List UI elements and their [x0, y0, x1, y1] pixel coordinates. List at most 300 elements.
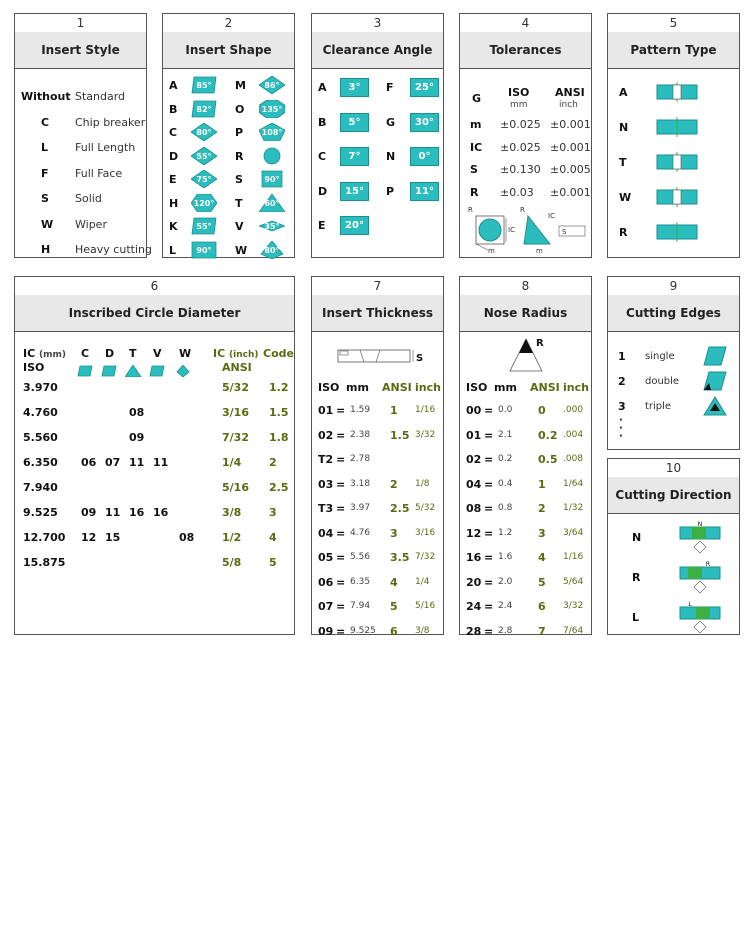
panel-cutting-direction: [607, 458, 740, 635]
row-iso: 28: [466, 624, 482, 638]
clearance-code: G: [386, 115, 396, 129]
panel-number: 6: [15, 277, 294, 296]
pattern-code: W: [619, 191, 632, 204]
tol-ansi-header: ANSI: [555, 86, 585, 99]
equals-sign: =: [336, 404, 346, 417]
ic-shape-size: 09: [129, 431, 145, 444]
clearance-code: P: [386, 184, 395, 198]
panel-number: 5: [608, 14, 739, 33]
equals-sign: =: [484, 624, 494, 638]
row-inch: 1/16: [563, 552, 584, 562]
nose-radius-diagram: [506, 335, 556, 375]
svg-text:90°: 90°: [264, 175, 280, 184]
shape-parallelogram-icon: [191, 100, 217, 122]
row-mm: 2.4: [498, 601, 513, 611]
clearance-code: C: [318, 150, 327, 163]
row-inch: 5/32: [415, 503, 436, 513]
shape-code: T: [235, 196, 243, 210]
panel-insert-style: [14, 13, 152, 258]
shape-code: E: [169, 173, 177, 186]
clearance-code: N: [386, 150, 396, 163]
tol-code: m: [470, 118, 482, 131]
col-header: inch: [563, 381, 589, 394]
equals-sign: =: [484, 526, 494, 540]
ic-mm-value: 15.875: [23, 556, 66, 569]
clearance-angle-box: 30°: [410, 113, 439, 132]
col-header: inch: [415, 381, 441, 394]
ic-code-value: 2.5: [269, 481, 289, 494]
row-ansi: 1: [390, 404, 398, 417]
direction-code: L: [632, 611, 640, 624]
ic-shape-c-icon: [77, 362, 93, 381]
col-header: mm: [494, 381, 517, 394]
ic-mm-value: 6.350: [23, 456, 58, 469]
ic-code-header: Code: [263, 347, 294, 360]
ic-shape-d-icon: [101, 362, 117, 381]
ic-code-value: 5: [269, 556, 277, 569]
row-mm: 2.1: [498, 429, 513, 440]
panel-number: 8: [460, 277, 591, 296]
panel-title: Insert Style: [15, 32, 146, 69]
equals-sign: =: [336, 502, 346, 515]
row-inch: 3/32: [563, 601, 584, 611]
row-iso: 02: [466, 453, 482, 466]
row-mm: 1.2: [498, 527, 513, 538]
panel-title: Clearance Angle: [312, 32, 443, 69]
row-inch: 7/64: [563, 625, 584, 636]
shape-code: A: [169, 79, 178, 92]
row-mm: 0.4: [498, 478, 513, 489]
row-inch: 3/16: [415, 527, 436, 538]
style-label: Solid: [75, 192, 102, 205]
svg-text:85°: 85°: [196, 81, 212, 90]
style-code: W: [41, 217, 54, 231]
ic-shape-size: 06: [81, 456, 97, 469]
style-code: S: [41, 192, 49, 205]
ic-shape-size: 16: [153, 506, 169, 519]
row-ansi: 6: [538, 600, 546, 613]
equals-sign: =: [484, 551, 494, 564]
panel-number: 2: [163, 14, 294, 33]
ic-mm-value: 9.525: [23, 506, 58, 519]
tol-iso-value: ±0.025: [500, 140, 541, 154]
row-iso: 24: [466, 600, 482, 613]
thickness-diagram: [336, 347, 426, 367]
tol-code: S: [470, 163, 478, 176]
ic-shape-col-header: D: [105, 347, 115, 360]
style-label: Chip breaker: [75, 115, 146, 129]
row-ansi: 3.5: [390, 551, 410, 564]
ic-shape-size: 08: [179, 531, 195, 544]
row-inch: 3/64: [563, 527, 584, 538]
pattern-n-icon: [656, 117, 698, 141]
shape-code: R: [235, 149, 244, 163]
shape-code: C: [169, 126, 178, 139]
panel-pattern-type: [607, 13, 740, 258]
equals-sign: =: [484, 404, 494, 417]
clearance-angle-box: 15°: [340, 182, 369, 201]
row-iso: 08: [466, 502, 482, 515]
row-mm: 2.8: [498, 625, 513, 636]
equals-sign: =: [336, 453, 346, 466]
panel-number: 10: [608, 459, 739, 478]
ic-shape-t-icon: [125, 362, 141, 381]
tol-diagram-s: S: [562, 228, 567, 236]
row-mm: 4.76: [350, 527, 371, 538]
shape-hexagon-icon: [191, 194, 217, 216]
tol-ansi-value: ±0.001: [550, 185, 591, 199]
shape-circle-icon: [259, 147, 285, 169]
tol-code: R: [470, 185, 479, 199]
ic-inch-value: 1/4: [222, 456, 242, 469]
ic-inch-header: IC (inch): [213, 347, 259, 360]
edges-double-icon: [703, 371, 727, 395]
clearance-angle-box: 3°: [340, 78, 369, 97]
row-ansi: 5: [390, 600, 398, 613]
row-iso: T3: [318, 502, 334, 515]
edges-code: 2: [618, 375, 626, 388]
row-iso: 20: [466, 575, 482, 589]
ic-code-value: 2: [269, 456, 277, 469]
row-iso: T2: [318, 453, 334, 466]
row-ansi: 1: [538, 477, 546, 491]
panel-title: Insert Shape: [163, 32, 294, 69]
style-code: H: [41, 243, 51, 256]
style-label: Standard: [75, 90, 126, 103]
svg-text:108°: 108°: [261, 128, 283, 137]
shape-triangle-icon: [259, 194, 285, 216]
shape-rhombus-icon: [259, 76, 285, 98]
ic-shape-col-header: V: [153, 347, 162, 360]
row-inch: 5/64: [563, 576, 584, 587]
row-ansi: 3: [538, 526, 546, 540]
col-header: ANSI: [382, 381, 412, 394]
equals-sign: =: [336, 428, 346, 442]
ic-inch-value: 5/32: [222, 381, 249, 394]
row-inch: 5/16: [415, 601, 436, 611]
clearance-angle-box: 7°: [340, 147, 369, 166]
shape-code: M: [235, 79, 246, 92]
row-ansi: 0: [538, 404, 546, 417]
svg-text:135°: 135°: [261, 104, 283, 114]
row-mm: 5.56: [350, 552, 371, 562]
shape-rhombus-icon: [191, 123, 217, 145]
panel-clearance-angle: [311, 13, 444, 258]
row-mm: 0.8: [498, 503, 513, 513]
style-code: C: [41, 115, 50, 129]
style-code: Without: [21, 90, 71, 103]
ic-ansi-header: ANSI: [222, 361, 252, 374]
panel-title: Cutting Edges: [608, 295, 739, 332]
svg-text:35°: 35°: [264, 222, 280, 231]
row-iso: 09: [318, 624, 334, 638]
direction-code: N: [632, 531, 642, 544]
row-inch: 1/64: [563, 478, 584, 489]
ic-inch-value: 5/16: [222, 481, 249, 494]
direction-code: R: [632, 571, 641, 584]
panel-insert-thickness: [311, 276, 444, 638]
shape-square-icon: [259, 170, 285, 192]
style-code: F: [41, 166, 49, 180]
shape-code: W: [235, 243, 248, 257]
panel-inscribed-circle: [14, 276, 295, 635]
equals-sign: =: [336, 477, 346, 491]
row-ansi: 6: [390, 624, 398, 638]
ic-shape-col-header: C: [81, 347, 90, 360]
panel-title: Cutting Direction: [608, 477, 739, 514]
panel-title: Tolerances: [460, 32, 591, 69]
shape-code: H: [169, 196, 179, 210]
panel-tolerances: [459, 13, 592, 258]
row-ansi: 2: [538, 502, 546, 515]
ic-shape-w-icon: [175, 362, 191, 381]
tol-ansi-value: ±0.005: [550, 163, 591, 176]
equals-sign: =: [484, 453, 494, 466]
row-mm: 3.97: [350, 503, 371, 513]
row-mm: 0.0: [498, 405, 513, 415]
row-ansi: 0.2: [538, 428, 558, 442]
row-inch: .008: [563, 454, 584, 464]
row-ansi: 4: [390, 575, 398, 589]
row-inch: 7/32: [415, 552, 436, 562]
shape-rectangle-icon: [191, 241, 217, 263]
row-mm: 1.6: [498, 552, 513, 562]
row-mm: 3.18: [350, 478, 371, 489]
tol-ansi-value: ±0.001: [550, 140, 591, 154]
ic-mm-value: 7.940: [23, 481, 58, 494]
equals-sign: =: [484, 477, 494, 491]
panel-title: Nose Radius: [460, 295, 591, 332]
ic-code-value: 4: [269, 531, 277, 544]
ic-shape-size: 11: [129, 456, 145, 469]
row-mm: 1.59: [350, 405, 371, 415]
svg-text:IC: IC: [548, 212, 555, 220]
tolerance-diagram: [466, 204, 590, 254]
svg-text:60°: 60°: [264, 198, 280, 208]
ic-mm-value: 4.760: [23, 406, 58, 419]
row-iso: 01: [466, 428, 482, 442]
style-label: Full Face: [75, 166, 123, 180]
equals-sign: =: [336, 624, 346, 638]
tol-iso-value: ±0.025: [500, 118, 541, 131]
shape-rhombus-flat-icon: [259, 217, 285, 239]
clearance-code: D: [318, 184, 328, 198]
tol-code: IC: [470, 140, 483, 154]
pattern-t-icon: [656, 152, 698, 176]
row-ansi: 3: [390, 526, 398, 540]
row-mm: 0.2: [498, 454, 513, 464]
svg-text:120°: 120°: [193, 198, 215, 208]
more-dots: · · ·: [619, 415, 623, 442]
nose-r-label: R: [536, 338, 544, 349]
pattern-r-icon: [656, 222, 698, 246]
row-ansi: 7: [538, 624, 546, 638]
ic-shape-size: 15: [105, 531, 121, 544]
pattern-code: T: [619, 156, 627, 169]
row-inch: .000: [563, 405, 584, 415]
edges-label: double: [645, 376, 680, 387]
equals-sign: =: [336, 526, 346, 540]
row-iso: 05: [318, 551, 334, 564]
row-iso: 16: [466, 551, 482, 564]
ic-code-value: 1.8: [269, 431, 289, 444]
ic-inch-value: 3/8: [222, 506, 242, 519]
row-iso: 12: [466, 526, 482, 540]
ic-shape-size: 12: [81, 531, 97, 544]
clearance-code: B: [318, 115, 327, 129]
panel-number: 1: [15, 14, 146, 33]
ic-iso-header: ISO: [23, 361, 45, 374]
panel-number: 9: [608, 277, 739, 296]
cutting-direction-n-icon: [678, 521, 722, 559]
shape-pentagon-icon: [259, 123, 285, 145]
shape-code: P: [235, 126, 244, 139]
clearance-code: A: [318, 81, 327, 94]
ic-shape-col-header: W: [179, 347, 192, 360]
panel-nose-radius: [459, 276, 592, 638]
clearance-angle-box: 11°: [410, 182, 439, 201]
panel-number: 4: [460, 14, 591, 33]
shape-parallelogram-icon: [191, 76, 217, 98]
edges-label: triple: [645, 401, 672, 412]
ic-inch-value: 7/32: [222, 431, 249, 444]
panel-insert-shape: [162, 13, 295, 258]
clearance-angle-box: 25°: [410, 78, 439, 97]
row-inch: 1/4: [415, 576, 430, 587]
pattern-code: N: [619, 121, 629, 134]
equals-sign: =: [484, 502, 494, 515]
panel-title: Pattern Type: [608, 32, 739, 69]
tol-iso-header: ISO: [508, 86, 530, 99]
svg-text:86°: 86°: [264, 81, 280, 90]
svg-text:R: R: [520, 206, 525, 214]
edges-code: 3: [618, 400, 626, 413]
row-ansi: 1.5: [390, 428, 410, 442]
col-header: mm: [346, 381, 369, 394]
shape-rhombus-icon: [191, 170, 217, 192]
row-inch: 1/16: [415, 405, 436, 415]
pattern-w-icon: [656, 187, 698, 211]
edges-single-icon: [703, 346, 727, 370]
row-ansi: 2.5: [390, 502, 410, 515]
row-iso: 00: [466, 404, 482, 417]
shape-code: S: [235, 173, 243, 186]
row-mm: 6.35: [350, 576, 371, 587]
ic-code-value: 1.5: [269, 406, 289, 419]
ic-shape-size: 11: [153, 456, 169, 469]
ic-inch-value: 3/16: [222, 406, 249, 419]
shape-code: K: [169, 220, 178, 233]
equals-sign: =: [484, 575, 494, 589]
pattern-code: A: [619, 86, 628, 99]
clearance-code: F: [386, 81, 394, 94]
panel-title: Inscribed Circle Diameter: [15, 295, 294, 332]
pattern-a-icon: [656, 82, 698, 106]
row-ansi: 5: [538, 575, 546, 589]
row-ansi: 2: [390, 477, 398, 491]
direction-mark: R: [705, 561, 711, 568]
row-mm: 2.78: [350, 454, 371, 464]
panel-number: 7: [312, 277, 443, 296]
clearance-angle-box: 0°: [410, 147, 439, 166]
ic-mm-header: IC (mm): [23, 347, 66, 360]
edges-code: 1: [618, 350, 626, 363]
ic-mm-value: 3.970: [23, 381, 58, 394]
ic-inch-value: 1/2: [222, 531, 242, 544]
tol-iso-value: ±0.130: [500, 163, 541, 176]
tol-ansi-value: ±0.001: [550, 118, 591, 131]
tol-ansi-unit: inch: [559, 100, 578, 110]
panel-number: 3: [312, 14, 443, 33]
tol-iso-value: ±0.03: [500, 185, 534, 199]
equals-sign: =: [336, 575, 346, 589]
row-iso: 07: [318, 600, 334, 613]
ic-shape-size: 09: [81, 506, 97, 519]
pattern-code: R: [619, 226, 628, 239]
ic-shape-size: 07: [105, 456, 121, 469]
equals-sign: =: [336, 551, 346, 564]
direction-mark: L: [688, 601, 692, 608]
tol-g-header: G: [472, 92, 482, 105]
row-iso: 01: [318, 404, 334, 417]
panel-title: Insert Thickness: [312, 295, 443, 332]
svg-text:55°: 55°: [196, 222, 212, 231]
svg-text:80°: 80°: [264, 245, 280, 255]
svg-text:55°: 55°: [196, 151, 212, 161]
clearance-angle-box: 5°: [340, 113, 369, 132]
ic-shape-v-icon: [149, 362, 165, 381]
row-ansi: 4: [538, 551, 546, 564]
clearance-code: E: [318, 219, 326, 232]
shape-code: B: [169, 102, 178, 116]
ic-shape-size: 16: [129, 506, 145, 519]
ic-shape-size: 11: [105, 506, 121, 519]
equals-sign: =: [336, 600, 346, 613]
svg-text:82°: 82°: [196, 104, 212, 114]
svg-text:90°: 90°: [196, 245, 212, 255]
shape-trigon-icon: [259, 241, 285, 263]
cutting-direction-r-icon: [678, 561, 722, 599]
row-iso: 03: [318, 477, 334, 491]
row-inch: .004: [563, 429, 584, 440]
ic-mm-value: 5.560: [23, 431, 58, 444]
shape-code: D: [169, 149, 179, 163]
row-mm: 2.0: [498, 576, 513, 587]
style-code: L: [41, 141, 49, 154]
thickness-s-label: S: [416, 353, 424, 364]
shape-octagon-icon: [259, 100, 285, 122]
ic-shape-size: 08: [129, 406, 145, 419]
shape-code: L: [169, 243, 177, 257]
style-label: Wiper: [75, 217, 107, 231]
tol-diagram-r: R: [468, 206, 473, 214]
svg-text:75°: 75°: [196, 175, 212, 184]
edges-label: single: [645, 351, 675, 362]
row-ansi: 0.5: [538, 453, 558, 466]
ic-mm-value: 12.700: [23, 531, 66, 544]
row-mm: 7.94: [350, 601, 371, 611]
row-mm: 9.525: [350, 625, 376, 636]
row-iso: 04: [318, 526, 334, 540]
equals-sign: =: [484, 428, 494, 442]
svg-text:m: m: [536, 247, 543, 254]
shape-parallelogram-icon: [191, 217, 217, 239]
clearance-angle-box: 20°: [340, 216, 369, 235]
tol-iso-unit: mm: [510, 100, 528, 110]
style-label: Full Length: [75, 141, 136, 154]
col-header: ISO: [318, 381, 340, 394]
row-inch: 1/8: [415, 478, 430, 489]
